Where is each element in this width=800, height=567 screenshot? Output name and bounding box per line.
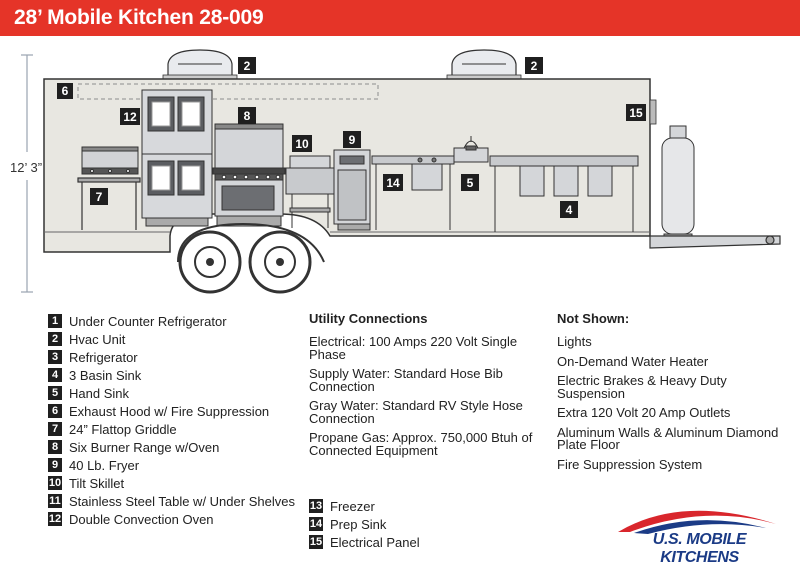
- callout-10: [292, 135, 312, 152]
- height-label: 12’ 3”: [10, 160, 43, 175]
- svg-text:2: 2: [530, 59, 538, 73]
- callout-6: [57, 83, 73, 99]
- legend-item: [48, 331, 298, 346]
- utility-connections: [309, 311, 534, 464]
- callout-8: [238, 107, 256, 124]
- legend-number: 8: [48, 440, 62, 454]
- legend-item: [48, 475, 298, 490]
- double-convection-oven: [142, 90, 212, 226]
- svg-text:9: 9: [348, 133, 356, 147]
- trailer-tongue: [650, 236, 780, 248]
- legend-label: Six Burner Range w/Oven: [69, 440, 220, 455]
- legend-item: [48, 403, 298, 418]
- legend-label: Prep Sink: [330, 517, 387, 532]
- legend-number: 5: [48, 386, 62, 400]
- callout-7: [90, 188, 108, 205]
- svg-text:4: 4: [565, 203, 573, 217]
- legend-item: [48, 457, 298, 472]
- propane-tank: [662, 126, 694, 240]
- svg-text:8: 8: [243, 109, 251, 123]
- legend-item: [48, 511, 298, 526]
- legend-item: [309, 516, 509, 531]
- legend-item: [48, 493, 298, 508]
- utility-item: Propane Gas: Approx. 750,000 Btuh of Connected Equipment: [309, 430, 533, 458]
- utility-item: Gray Water: Standard RV Style Hose Connection: [309, 398, 523, 426]
- legend-number: 10: [48, 477, 62, 489]
- equipment-legend: [48, 313, 298, 529]
- callout-14: [383, 174, 403, 191]
- legend-label: Hvac Unit: [69, 332, 126, 347]
- legend-label: Exhaust Hood w/ Fire Suppression: [69, 404, 270, 419]
- not-shown-item: Aluminum Walls & Aluminum Diamond Plate Floor: [557, 424, 779, 452]
- legend-label: Double Convection Oven: [69, 512, 214, 527]
- legend-label: Freezer: [330, 499, 375, 514]
- svg-text:2: 2: [243, 59, 251, 73]
- legend-number: 12: [48, 513, 62, 525]
- logo-text: U.S. MOBILE KITCHENS: [652, 531, 747, 566]
- not-shown-title: Not Shown:: [557, 311, 630, 326]
- legend-item: [48, 439, 298, 454]
- legend-number: 3: [48, 350, 62, 364]
- legend-item: [48, 313, 298, 328]
- legend-number: 11: [49, 495, 61, 507]
- callout-12: [120, 108, 140, 125]
- svg-text:7: 7: [95, 190, 103, 204]
- hvac-unit-left: [163, 50, 237, 79]
- not-shown-item: On-Demand Water Heater: [557, 353, 709, 369]
- svg-text:6: 6: [61, 84, 69, 98]
- fryer: [334, 150, 370, 230]
- not-shown-item: Extra 120 Volt 20 Amp Outlets: [557, 405, 731, 420]
- legend-label: 24” Flattop Griddle: [69, 422, 177, 437]
- flattop-griddle: [82, 147, 138, 174]
- legend-label: 40 Lb. Fryer: [69, 458, 140, 473]
- equipment-legend-extra: [309, 498, 509, 552]
- title-banner: [0, 0, 800, 36]
- logo-swoosh-icon: [612, 500, 787, 534]
- legend-number: 6: [48, 404, 62, 418]
- legend-item: [48, 349, 298, 364]
- page-title: 28’ Mobile Kitchen 28-009: [14, 6, 264, 29]
- legend-label: Under Counter Refrigerator: [69, 314, 227, 329]
- utility-item: Supply Water: Standard Hose Bib Connection: [309, 366, 503, 394]
- callout-5: [461, 174, 479, 191]
- legend-number: 4: [48, 368, 62, 382]
- legend-number: 15: [309, 536, 323, 548]
- hvac-unit-right: [447, 50, 521, 79]
- legend-item: [48, 367, 298, 382]
- callout-2a: [238, 57, 256, 74]
- six-burner-range: [213, 124, 285, 226]
- trailer-wheels: [178, 224, 324, 292]
- legend-label: Electrical Panel: [330, 535, 420, 550]
- legend-label: Refrigerator: [69, 350, 138, 365]
- svg-text:15: 15: [629, 106, 643, 120]
- legend-item: [48, 421, 298, 436]
- svg-text:14: 14: [386, 176, 400, 190]
- utility-title: Utility Connections: [309, 311, 428, 326]
- callout-15: [626, 104, 646, 121]
- trailer-diagram: [0, 36, 800, 306]
- svg-text:10: 10: [295, 137, 309, 151]
- legend-label: 3 Basin Sink: [69, 368, 142, 383]
- legend-number: 2: [48, 332, 62, 346]
- legend-item: [309, 534, 509, 549]
- callout-4: [560, 201, 578, 218]
- legend-label: Tilt Skillet: [69, 476, 125, 491]
- company-logo: [612, 500, 787, 566]
- legend-number: 13: [309, 500, 323, 512]
- not-shown-list: [557, 311, 792, 478]
- svg-text:12: 12: [123, 110, 137, 124]
- not-shown-item: Electric Brakes & Heavy Duty Suspension: [557, 373, 727, 401]
- legend-item: [48, 385, 298, 400]
- legend-label: Stainless Steel Table w/ Under Shelves: [69, 494, 295, 509]
- legend-item: [309, 498, 509, 513]
- legend-number: 14: [309, 518, 323, 530]
- legend-number: 1: [48, 314, 62, 328]
- legend-label: Hand Sink: [69, 386, 129, 401]
- svg-text:5: 5: [466, 176, 474, 190]
- legend-number: 9: [48, 458, 62, 472]
- callout-2b: [525, 57, 543, 74]
- utility-item: Electrical: 100 Amps 220 Volt Single Phase: [309, 334, 518, 362]
- not-shown-item: Fire Suppression System: [557, 456, 703, 472]
- legend-number: 7: [48, 422, 62, 436]
- callout-9: [343, 131, 361, 148]
- not-shown-item: Lights: [557, 334, 592, 349]
